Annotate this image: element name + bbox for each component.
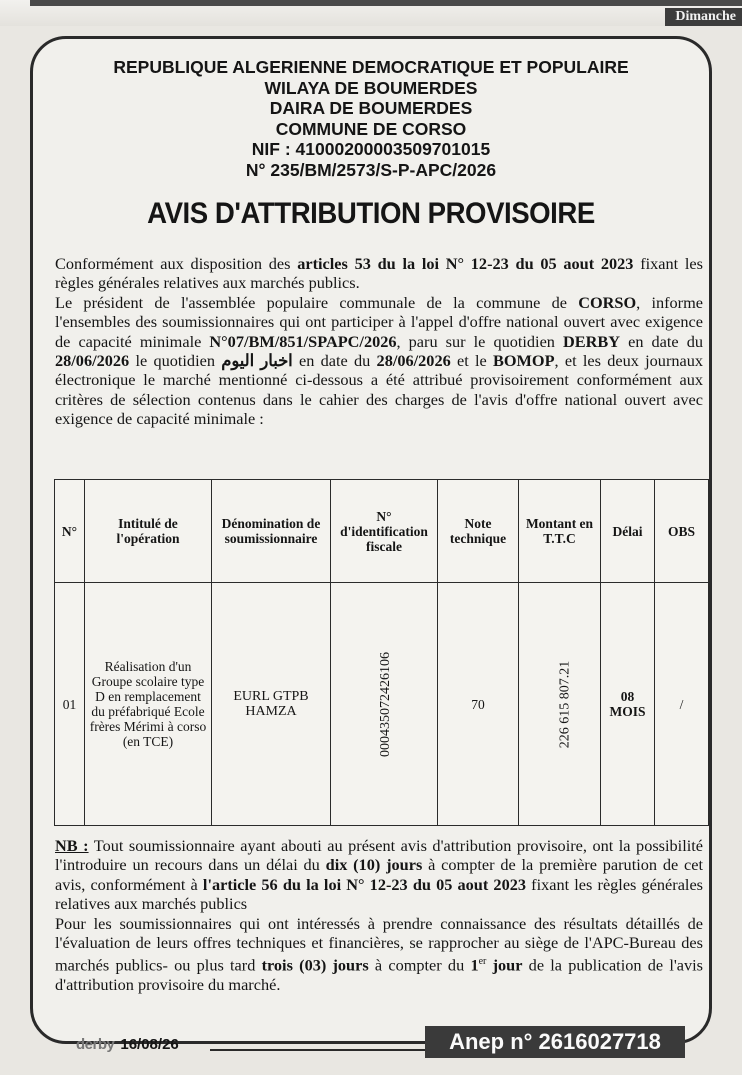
header-line: NIF : 41000200003509701015 [251, 139, 491, 159]
cell-montant [519, 583, 601, 826]
cell-note: 70 [438, 583, 519, 826]
paragraph-announcement: Le président de l'assemblée populaire communale de la commune de CORSO, informe l'ensembles des soumissionnaires qui ont participer à l'appel d'offre national ouvert avec exigence de capacité minimale N°07/BM/851/SPAPC/2026, paru sur le quotidien DERBY en date du 28/06/2026 le quotidien اخبار اليوم en date du 28/06/2026 et le BOMOP, et les deux journaux électronique le marché mentionné ci-dessous a été attribué provisoirement conformément aux critères de sélection contenus dans le cahier des charges de l'avis d'offre national ouvert avec exigence de capacité minimale : [55, 292, 704, 429]
col-header-montant: Montant en T.T.C [519, 480, 601, 583]
table-header-row [55, 480, 709, 583]
notice-title: AVIS D'ATTRIBUTION PROVISOIRE [147, 197, 595, 230]
paragraph-legal: Conformément aux disposition des articles 53 du la loi N° 12-23 du 05 aout 2023 fixant les règles générales relatives aux marchés publics. [55, 254, 703, 293]
header-line: COMMUNE DE CORSO [275, 118, 467, 139]
table-row [55, 583, 709, 826]
nb-paragraph: NB : Tout soumissionnaire ayant abouti au présent avis d'attribution provisoire, ont la possibilité l'introduire un recours dans un délai du dix (10) jours à compter de la première parution de cet avis, conformément à l'article 56 du la loi N° 12-23 du 05 aout 2023 fixant les règles générales relatives aux marchés publics [55, 836, 704, 914]
cell-soumissionnaire: EURL GTPB HAMZA [212, 583, 331, 826]
cell-operation: Réalisation d'un Groupe scolaire type D en remplacement du préfabriqué Ecole frères Mérimi à corso (en TCE) [85, 583, 212, 826]
header-line: N° 235/BM/2573/S-P-APC/2026 [245, 159, 497, 180]
col-header-obs: OBS [655, 480, 709, 583]
publication-date: 16/08/26 [120, 1036, 179, 1053]
header-line: DAIRA DE BOUMERDES [269, 98, 473, 118]
montant-value: 226 615 807.21 [557, 660, 573, 749]
cell-delai: 08 MOIS [601, 583, 655, 826]
col-header-note: Note technique [438, 480, 519, 583]
header-line: WILAYA DE BOUMERDES [264, 77, 478, 98]
results-paragraph: Pour les soumissionnaires qui ont intéressés à prendre connaissance des résultats détaillés de l'évaluation de leurs offres techniques et financières, se rapprocher au siège de l'APC-Bureau des marchés publics- ou plus tard trois (03) jours à compter du 1er jour de la publication de l'avis d'attribution provisoire du marché. [55, 913, 703, 995]
col-header-soumissionnaire: Dénomination de soumissionnaire [212, 480, 331, 583]
footer-rule [210, 1049, 426, 1051]
col-header-delai: Délai [601, 480, 655, 583]
newspaper-top-bar [0, 0, 742, 26]
col-header-operation: Intitulé de l'opération [85, 480, 212, 583]
nb-label: NB : [55, 836, 89, 855]
derby-logo: derby [76, 1036, 115, 1053]
footer-source [76, 1036, 179, 1053]
top-rule [30, 0, 742, 6]
cell-nif [331, 583, 438, 826]
nb-section [55, 836, 703, 995]
anep-number: Anep n° 2616027718 [425, 1026, 685, 1058]
attribution-table [54, 479, 709, 826]
cell-obs: / [655, 583, 709, 826]
page-day: Dimanche [665, 8, 742, 26]
col-header-num: N° [55, 480, 85, 583]
nif-value: 000435072426106 [378, 652, 393, 757]
cell-num: 01 [55, 583, 85, 826]
notice-body [55, 254, 703, 429]
col-header-nif: N° d'identification fiscale [331, 480, 438, 583]
header-line: REPUBLIQUE ALGERIENNE DEMOCRATIQUE ET POPULAIRE [113, 57, 629, 77]
notice-header [0, 57, 742, 180]
